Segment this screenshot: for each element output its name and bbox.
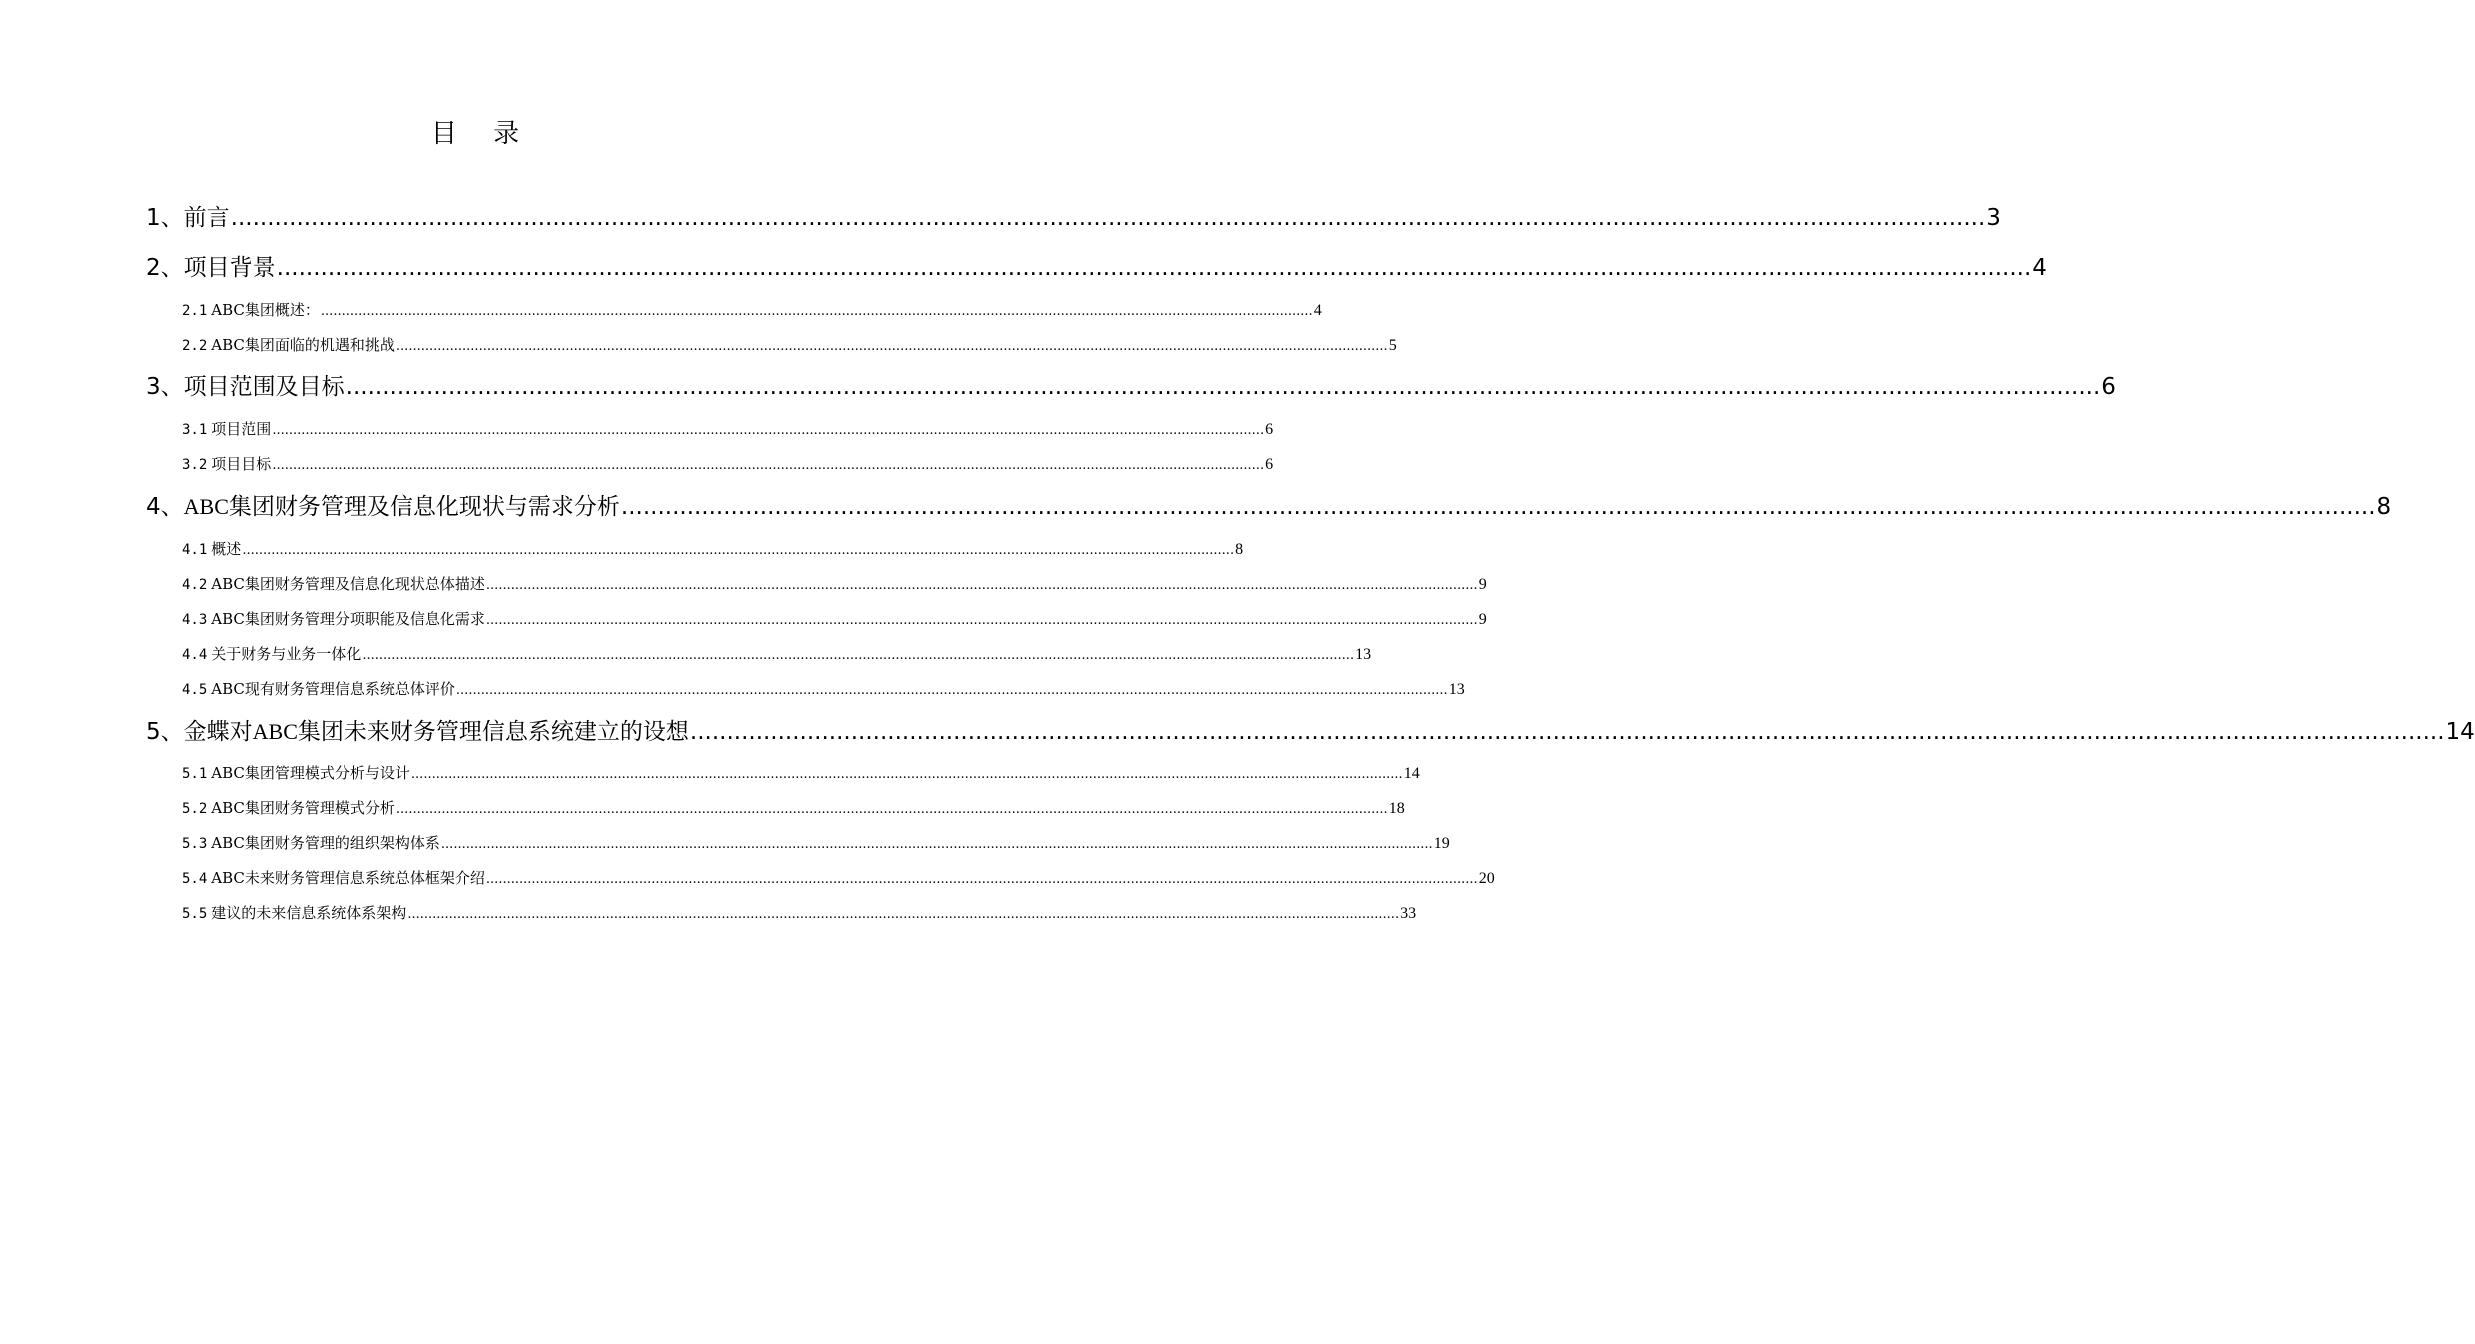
toc-entry-page: 6 <box>1265 421 1274 438</box>
toc-entry-number: 5.5 <box>182 906 208 922</box>
dot-leader: ................................................................................................................................................................................................................................................ <box>407 907 1400 922</box>
toc-entry-label: 项目范围 <box>211 420 272 438</box>
toc-entry-page: 13 <box>1355 646 1372 663</box>
toc-entry-5-4[interactable] <box>182 867 1495 888</box>
toc-entry-label: 关于财务与业务一体化 <box>211 645 362 663</box>
toc-entry-number: 2、 <box>146 255 184 281</box>
toc-entry-background[interactable] <box>146 249 2047 282</box>
toc-entry-page: 4 <box>2032 255 2047 281</box>
toc-entry-label: 建议的未来信息系统体系架构 <box>211 904 407 922</box>
dot-leader: ................................................................................................................................................................................................................................................ <box>395 339 1388 354</box>
toc-entry-label: ABC集团财务管理分项职能及信息化需求 <box>211 610 485 628</box>
toc-entry-3-1[interactable] <box>182 418 1274 439</box>
toc-entry-label: ABC集团财务管理模式分析 <box>211 799 395 817</box>
toc-entry-label: ABC未来财务管理信息系统总体框架介绍 <box>211 869 485 887</box>
toc-entry-2-1[interactable] <box>182 299 1322 320</box>
toc-entry-number: 5、 <box>146 719 184 745</box>
dot-leader: ................................................................................................................................................................................................................................................ <box>410 767 1403 782</box>
toc-entry-page: 3 <box>1986 205 2001 231</box>
toc-entry-page: 6 <box>1265 456 1274 473</box>
toc-entry-label: 概述 <box>211 540 242 558</box>
toc-entry-current-analysis[interactable] <box>146 488 2392 521</box>
toc-entry-label: 项目背景 <box>183 255 276 281</box>
toc-title: 目 录 <box>430 119 534 149</box>
dot-leader: ................................................................................................................................................................................................................................................ <box>230 205 1986 231</box>
toc-entry-number: 5.4 <box>182 871 208 887</box>
toc-entry-label-abc: ABC <box>252 719 298 744</box>
toc-entry-page: 14 <box>2445 719 2475 745</box>
dot-leader: ................................................................................................................................................................................................................................................ <box>485 578 1478 593</box>
toc-entry-label: 项目目标 <box>211 455 272 473</box>
dot-leader: ................................................................................................................................................................................................................................................ <box>362 648 1355 663</box>
toc-entry-label: ABC集团财务管理的组织架构体系 <box>211 834 440 852</box>
toc-entry-4-4[interactable] <box>182 643 1372 664</box>
toc-entry-number: 3.1 <box>182 422 208 438</box>
toc-entry-future-vision[interactable] <box>146 713 2475 746</box>
toc-entry-label-prefix: 金蝶对 <box>183 719 253 745</box>
toc-entry-scope-goals[interactable] <box>146 368 2116 401</box>
toc-entry-number: 4、 <box>146 494 184 520</box>
toc-entry-number: 5.3 <box>182 836 208 852</box>
toc-entry-page: 9 <box>1478 576 1487 593</box>
toc-entry-page: 14 <box>1403 765 1420 782</box>
toc-entry-5-1[interactable] <box>182 762 1420 783</box>
dot-leader: ................................................................................................................................................................................................................................................ <box>620 494 2376 520</box>
toc-entry-preface[interactable] <box>146 199 2001 232</box>
toc-entry-label: ABC集团管理模式分析与设计 <box>211 764 410 782</box>
toc-entry-label: 集团财务管理及信息化现状与需求分析 <box>228 494 620 520</box>
toc-entry-page: 19 <box>1433 835 1450 852</box>
toc-entry-page: 20 <box>1478 870 1495 887</box>
toc-entry-4-5[interactable] <box>182 678 1465 699</box>
toc-entry-page: 8 <box>1235 541 1244 558</box>
toc-entry-number: 4.2 <box>182 577 208 593</box>
toc-entry-number: 3.2 <box>182 457 208 473</box>
dot-leader: ................................................................................................................................................................................................................................................ <box>689 719 2445 745</box>
toc-entry-page: 13 <box>1448 681 1465 698</box>
toc-entry-number: 3、 <box>146 374 184 400</box>
toc-entry-5-3[interactable] <box>182 832 1450 853</box>
toc-entry-2-2[interactable] <box>182 334 1397 355</box>
dot-leader: ................................................................................................................................................................................................................................................ <box>272 458 1265 473</box>
toc-entry-number: 1、 <box>146 205 184 231</box>
toc-entry-page: 5 <box>1388 337 1397 354</box>
toc-entry-page: 4 <box>1313 302 1322 319</box>
toc-entry-5-5[interactable] <box>182 902 1417 923</box>
toc-entry-4-2[interactable] <box>182 573 1487 594</box>
dot-leader: ................................................................................................................................................................................................................................................ <box>272 423 1265 438</box>
dot-leader: ................................................................................................................................................................................................................................................ <box>440 837 1433 852</box>
toc-entry-label: 集团未来财务管理信息系统建立的设想 <box>297 719 689 745</box>
dot-leader: ................................................................................................................................................................................................................................................ <box>455 683 1448 698</box>
toc-entry-number: 4.4 <box>182 647 208 663</box>
toc-entry-label: 前言 <box>183 205 230 231</box>
toc-entry-page: 6 <box>2101 374 2116 400</box>
dot-leader: ................................................................................................................................................................................................................................................ <box>485 872 1478 887</box>
toc-entry-4-1[interactable] <box>182 538 1244 559</box>
toc-entry-label: ABC现有财务管理信息系统总体评价 <box>211 680 455 698</box>
toc-entry-page: 8 <box>2376 494 2392 520</box>
dot-leader: ................................................................................................................................................................................................................................................ <box>276 255 2032 281</box>
toc-entry-page: 9 <box>1478 611 1487 628</box>
toc-entry-label: ABC集团面临的机遇和挑战 <box>211 336 395 354</box>
toc-entry-number: 4.1 <box>182 542 208 558</box>
toc-entry-label-abc: ABC <box>183 494 229 519</box>
toc-entry-label: 项目范围及目标 <box>183 374 345 400</box>
toc-entry-number: 2.1 <box>182 303 208 319</box>
dot-leader: ................................................................................................................................................................................................................................................ <box>345 374 2101 400</box>
toc-entry-5-2[interactable] <box>182 797 1405 818</box>
toc-entry-number: 4.3 <box>182 612 208 628</box>
dot-leader: ................................................................................................................................................................................................................................................ <box>320 304 1313 319</box>
dot-leader: ................................................................................................................................................................................................................................................ <box>485 613 1478 628</box>
dot-leader: ................................................................................................................................................................................................................................................ <box>395 802 1388 817</box>
toc-entry-number: 2.2 <box>182 338 208 354</box>
toc-entry-label: ABC集团财务管理及信息化现状总体描述 <box>211 575 485 593</box>
toc-entry-3-2[interactable] <box>182 453 1274 474</box>
toc-entry-number: 5.1 <box>182 766 208 782</box>
toc-entry-label: ABC集团概述： <box>211 301 320 319</box>
toc-entry-number: 5.2 <box>182 801 208 817</box>
dot-leader: ................................................................................................................................................................................................................................................ <box>242 543 1235 558</box>
toc-entry-4-3[interactable] <box>182 608 1487 629</box>
toc-entry-page: 18 <box>1388 800 1405 817</box>
toc-entry-number: 4.5 <box>182 682 208 698</box>
toc-entry-page: 33 <box>1400 905 1417 922</box>
